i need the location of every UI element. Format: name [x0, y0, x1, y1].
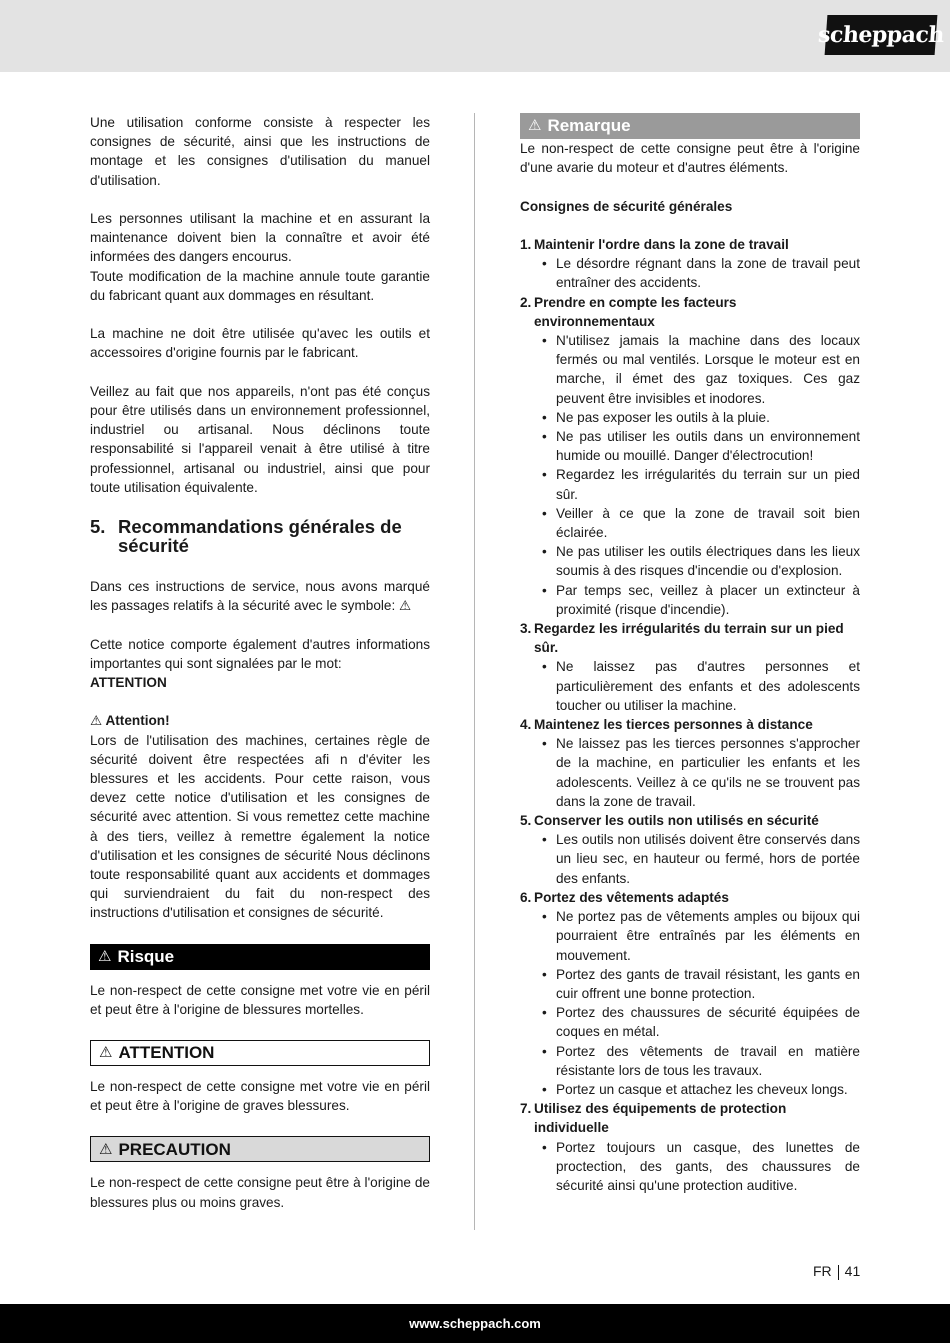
- bullet: • Regardez les irrégularités du terrain sur un pied sûr.: [534, 465, 860, 503]
- bullet: • Ne laissez pas les tierces personnes s'approcher de la machine, en particulier les enfants et les adolescents. Veillez à ce qu'ils ne se trouvent pas dans la zone de travail.: [534, 734, 860, 811]
- bullet: • Ne portez pas de vêtements amples ou bijoux qui pourraient être entraînés par les éléments en mouvement.: [534, 907, 860, 965]
- attention-body: Lors de l'utilisation des machines, certaines règle de sécurité doivent être respectées afi n d'éviter les blessures et les accidents. Pour cette raison, vous devez cette notice d'utilisation et les consignes de sécurité avec attention. Si vous remettez cette machine à des tiers, veillez à remettre également la notice d'utilisation et les consignes de sécurité Nous déclinons toute responsabilité quant aux accidents et dommages qui surviendraient du fait du non-respect des instructions d'utilisation et consignes de sécurité.: [90, 732, 430, 921]
- bullet: • Ne pas utiliser les outils dans un environnement humide ou mouillé. Danger d'électrocution!: [534, 427, 860, 465]
- bullet: • Portez toujours un casque, des lunettes de proctection, des gants, des chaussures de sécurité ainsi qu'une protection auditive.: [534, 1138, 860, 1196]
- page-lang: FR: [813, 1263, 832, 1279]
- warning-icon: ⚠: [98, 948, 112, 966]
- page-number: [813, 1263, 860, 1280]
- list-item: 5. Conserver les outils non utilisés en sécurité • Les outils non utilisés doivent être conservés dans un lieu sec, en hauteur ou fermé, hors de portée des enfants.: [520, 811, 860, 888]
- header-bar: [0, 0, 950, 72]
- bullet: • Ne pas exposer les outils à la pluie.: [534, 408, 860, 427]
- bullet: • Veiller à ce que la zone de travail soit bien éclairée.: [534, 504, 860, 542]
- bullet: • Portez des chaussures de sécurité équipées de coques en métal.: [534, 1003, 860, 1041]
- precaution-label: PRECAUTION: [118, 1139, 231, 1159]
- section-number: 5.: [90, 516, 106, 538]
- list-item: 7. Utilisez des équipements de protection individuelle • Portez toujours un casque, des lunettes de proctection, des gants, des chaussures de sécurité ainsi qu'une protection auditive.: [520, 1099, 860, 1195]
- item-title: Maintenez les tierces personnes à distance: [534, 717, 813, 733]
- symbol-paragraph: Dans ces instructions de service, nous avons marqué les passages relatifs à la sécurité avec le symbole: ⚠: [90, 579, 430, 614]
- item-title: Portez des vêtements adaptés: [534, 889, 729, 905]
- bullet: • Portez des vêtements de travail en matière résistante lors de tous les travaux.: [534, 1042, 860, 1080]
- intro-paragraph-3: Toute modification de la machine annule toute garantie du fabricant quant aux dommages en résultant.: [90, 268, 430, 303]
- precaution-box: [90, 1136, 430, 1162]
- intro-paragraph-1: Une utilisation conforme consiste à respecter les consignes de sécurité, ainsi que les instructions de montage et les consignes d'utilisation du manuel d'utilisation.: [90, 115, 430, 188]
- right-column: [520, 113, 860, 1195]
- bullet: • N'utilisez jamais la machine dans des locaux fermés ou mal ventilés. Lorsque le moteur est en marche, il émet des gaz toxiques. Ces gaz peuvent être invisibles et inodores.: [534, 331, 860, 408]
- attention-text: Le non-respect de cette consigne met votre vie en péril et peut être à l'origine de graves blessures.: [90, 1079, 430, 1114]
- intro-paragraph-2: Les personnes utilisant la machine et en assurant la maintenance doivent bien la connaître et avoir été informées des dangers encourus.: [90, 211, 430, 265]
- item-title: Utilisez des équipements de protection individuelle: [534, 1101, 787, 1136]
- remarque-box: [520, 113, 860, 139]
- remarque-label: Remarque: [547, 116, 631, 136]
- general-title: Consignes de sécurité générales: [520, 198, 733, 214]
- item-title: Prendre en compte les facteurs environnementaux: [534, 294, 737, 329]
- warning-icon: ⚠: [528, 117, 542, 135]
- item-title: Conserver les outils non utilisés en sécurité: [534, 813, 819, 829]
- list-item: 4. Maintenez les tierces personnes à distance • Ne laissez pas les tierces personnes s'approcher de la machine, en particulier les enfants et les adolescents. Veillez à ce qu'ils ne se trouvent pas dans la zone de travail.: [520, 715, 860, 811]
- risque-box: [90, 944, 430, 970]
- risque-label: Risque: [117, 947, 175, 967]
- bullet: • Portez des gants de travail résistant, les gants en cuir offrent une bonne protection.: [534, 965, 860, 1003]
- bullet: • Ne pas utiliser les outils électriques dans les lieux soumis à des risques d'incendie ou d'explosion.: [534, 542, 860, 580]
- list-item: 3. Regardez les irrégularités du terrain sur un pied sûr. • Ne laissez pas d'autres personnes et particulièrement des enfants et des adolescents toucher ou utiliser la machine.: [520, 619, 860, 715]
- footer-url[interactable]: www.scheppach.com: [409, 1316, 541, 1331]
- attention-heading: ⚠ Attention!: [90, 713, 170, 729]
- left-column: [90, 113, 430, 1212]
- intro-paragraph-4: La machine ne doit être utilisée qu'avec les outils et accessoires d'origine fournis par le fabricant.: [90, 326, 430, 361]
- list-item: 1. Maintenir l'ordre dans la zone de travail • Le désordre régnant dans la zone de travail peut entraîner des accidents.: [520, 235, 860, 293]
- section-heading: [90, 517, 430, 555]
- intro-paragraph-5: Veillez au fait que nos appareils, n'ont pas été conçus pour être utilisés dans un environnement professionnel, industriel ou artisanal. Nous déclinons toute responsabilité si l'appareil venait à être utilisé à titre professionnel, artisanal ou industriel, ainsi que pour toute utilisation équivalente.: [90, 383, 430, 495]
- notice-paragraph: Cette notice comporte également d'autres informations importantes qui sont signalées par le mot:: [90, 636, 430, 671]
- section-title: Recommandations générales de sécurité: [118, 516, 402, 557]
- risque-text: Le non-respect de cette consigne met votre vie en péril et peut être à l'origine de blessures mortelles.: [90, 982, 430, 1017]
- page-num: 41: [844, 1263, 861, 1279]
- warning-icon: ⚠: [99, 1044, 113, 1062]
- safety-list: [520, 235, 860, 1195]
- footer-bar: [0, 1304, 950, 1343]
- warning-icon: ⚠: [99, 1140, 113, 1158]
- remarque-text: Le non-respect de cette consigne peut être à l'origine d'une avarie du moteur et d'autres éléments.: [520, 141, 860, 176]
- item-title: Maintenir l'ordre dans la zone de travail: [534, 236, 789, 252]
- notice-word: ATTENTION: [90, 675, 167, 691]
- brand-logo: scheppach: [825, 15, 938, 55]
- list-item: 6. Portez des vêtements adaptés • Ne portez pas de vêtements amples ou bijoux qui pourraient être entraînés par les éléments en mouvement. • Portez des gants de travail résistant, les gants en cuir offrent une bonne protection. • Portez des chaussures de sécurité équipées de coques en métal. • Portez des vêtements de travail en matière résistante lors de tous les travaux. • Portez un casque et attachez les cheveux longs.: [520, 888, 860, 1099]
- column-divider: [474, 113, 475, 1230]
- bullet: • Par temps sec, veillez à placer un extincteur à proximité (risque d'incendie).: [534, 581, 860, 619]
- list-item: 2. Prendre en compte les facteurs environnementaux • N'utilisez jamais la machine dans des locaux fermés ou mal ventilés. Lorsque le moteur est en marche, il émet des gaz toxiques. Ces gaz peuvent être invisibles et inodores. • Ne pas exposer les outils à la pluie. • Ne pas utiliser les outils dans un environnement humide ou mouillé. Danger d'électrocution! • Regardez les irrégularités du terrain sur un pied sûr. • Veiller à ce que la zone de travail soit bien éclairée. • Ne pas utiliser les outils électriques dans les lieux soumis à des risques d'incendie ou d'explosion. • Par temps sec, veillez à placer un extincteur à proximité (risque d'incendie).: [520, 293, 860, 619]
- bullet: • Le désordre régnant dans la zone de travail peut entraîner des accidents.: [534, 254, 860, 292]
- bullet: • Ne laissez pas d'autres personnes et particulièrement des enfants et des adolescents toucher ou utiliser la machine.: [534, 657, 860, 715]
- precaution-text: Le non-respect de cette consigne peut être à l'origine de blessures plus ou moins graves.: [90, 1175, 430, 1210]
- attention-box: [90, 1040, 430, 1066]
- bullet: • Les outils non utilisés doivent être conservés dans un lieu sec, en hauteur ou fermé, hors de portée des enfants.: [534, 830, 860, 888]
- item-title: Regardez les irrégularités du terrain sur un pied sûr.: [534, 621, 844, 656]
- attention-label: ATTENTION: [118, 1043, 215, 1063]
- bullet: • Portez un casque et attachez les cheveux longs.: [534, 1080, 860, 1099]
